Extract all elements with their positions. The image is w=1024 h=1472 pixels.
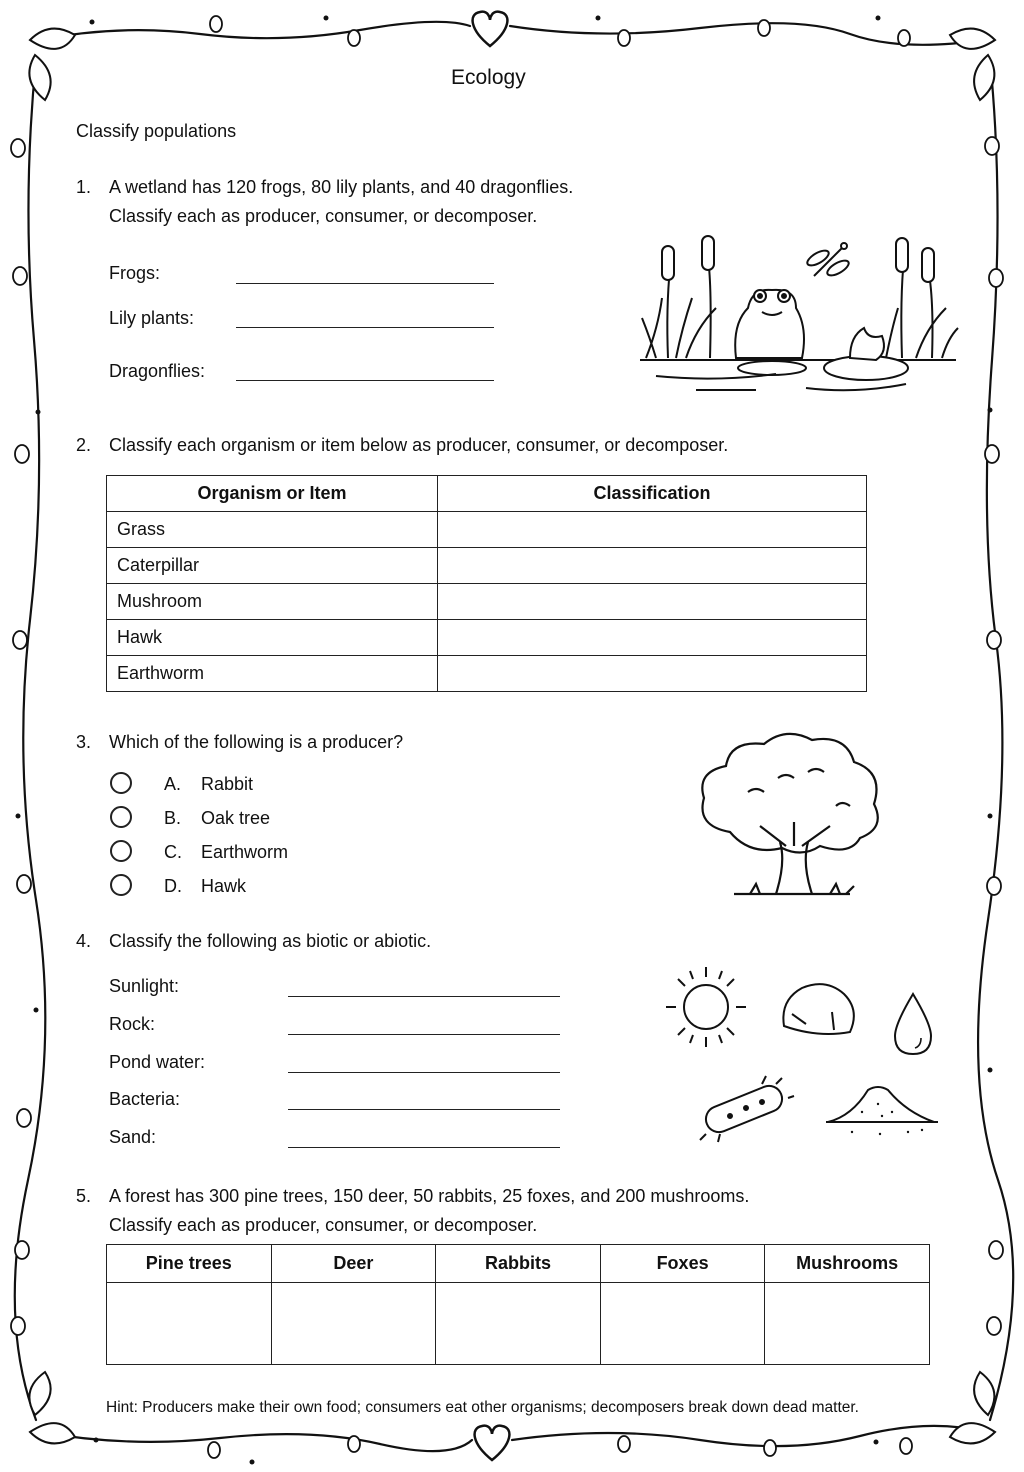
table-row xyxy=(107,1283,930,1365)
q1-answer-frogs[interactable] xyxy=(236,283,494,284)
table-row xyxy=(107,656,867,692)
q3-option-d-letter: D. xyxy=(164,876,182,896)
q4-label-sunlight: Sunlight: xyxy=(109,976,180,996)
heart-icon xyxy=(473,12,510,1460)
q2-answer-cell[interactable] xyxy=(438,584,867,620)
q1-answer-lily-plants[interactable] xyxy=(236,327,494,328)
q5-answer-rabbits[interactable] xyxy=(436,1283,601,1365)
q3-number: 3. xyxy=(76,732,92,752)
q4-answer-rock[interactable] xyxy=(288,1034,560,1035)
q3-option-a-text: Rabbit xyxy=(201,774,254,794)
q2-answer-cell[interactable] xyxy=(438,620,867,656)
q2-header-classification: Classification xyxy=(438,476,867,512)
q3-option-c-text: Earthworm xyxy=(201,842,289,862)
water-drop-icon xyxy=(889,990,939,1060)
q1-text-line2: Classify each as producer, consumer, or decomposer. xyxy=(109,206,538,226)
q5-answer-mushrooms[interactable] xyxy=(765,1283,930,1365)
q2-answer-cell[interactable] xyxy=(438,656,867,692)
q4-answer-bacteria[interactable] xyxy=(288,1109,560,1110)
section-heading: Classify populations xyxy=(76,121,237,141)
q3-option-a-letter: A. xyxy=(164,774,182,794)
q4-label-sand: Sand: xyxy=(109,1127,157,1147)
q5-answer-pine-trees[interactable] xyxy=(107,1283,272,1365)
q5-text-line2: Classify each as producer, consumer, or decomposer. xyxy=(109,1215,538,1235)
q4-answer-sunlight[interactable] xyxy=(288,996,560,997)
sand-pile-icon xyxy=(822,1082,942,1142)
q3-option-b-radio[interactable] xyxy=(110,806,132,828)
q3-option-b-letter: B. xyxy=(164,808,182,828)
q3-option-d-radio[interactable] xyxy=(110,874,132,896)
q4-label-rock: Rock: xyxy=(109,1014,156,1034)
q4-text: Classify the following as biotic or abiotic. xyxy=(109,931,432,951)
tree-illustration xyxy=(690,722,890,902)
bacteria-icon xyxy=(696,1076,796,1146)
q3-option-a-radio[interactable] xyxy=(110,772,132,794)
table-row xyxy=(107,548,867,584)
q2-row-label: Earthworm xyxy=(107,656,438,692)
hint-text: Hint: Producers make their own food; consumers eat other organisms; decomposers break down dead matter. xyxy=(106,1399,859,1416)
table-row xyxy=(107,620,867,656)
q5-header-deer: Deer xyxy=(271,1245,436,1283)
q5-header-rabbits: Rabbits xyxy=(436,1245,601,1283)
q2-answer-cell[interactable] xyxy=(438,512,867,548)
q5-text-line1: A forest has 300 pine trees, 150 deer, 50 rabbits, 25 foxes, and 200 mushrooms. xyxy=(109,1186,750,1206)
frog-pond-illustration xyxy=(636,228,966,408)
q4-answer-sand[interactable] xyxy=(288,1147,560,1148)
table-row xyxy=(107,512,867,548)
q2-header-organism: Organism or Item xyxy=(107,476,438,512)
q3-option-c-radio[interactable] xyxy=(110,840,132,862)
q1-answer-dragonflies[interactable] xyxy=(236,380,494,381)
q5-answer-foxes[interactable] xyxy=(600,1283,765,1365)
q3-option-b-text: Oak tree xyxy=(201,808,271,828)
q2-number: 2. xyxy=(76,435,92,455)
q2-row-label: Hawk xyxy=(107,620,438,656)
q4-number: 4. xyxy=(76,931,92,951)
q5-answer-deer[interactable] xyxy=(271,1283,436,1365)
q5-number: 5. xyxy=(76,1186,92,1206)
q1-label-lily-plants: Lily plants: xyxy=(109,308,195,328)
q2-text: Classify each organism or item below as producer, consumer, or decomposer. xyxy=(109,435,729,455)
table-row xyxy=(107,584,867,620)
q2-table xyxy=(106,475,867,692)
page-title: Ecology xyxy=(451,66,526,89)
sun-icon xyxy=(662,963,752,1053)
q1-label-frogs: Frogs: xyxy=(109,263,161,283)
q5-header-mushrooms: Mushrooms xyxy=(765,1245,930,1283)
q3-option-d-text: Hawk xyxy=(201,876,247,896)
q5-header-foxes: Foxes xyxy=(600,1245,765,1283)
q4-label-bacteria: Bacteria: xyxy=(109,1089,181,1109)
q1-label-dragonflies: Dragonflies: xyxy=(109,361,206,381)
q3-text: Which of the following is a producer? xyxy=(109,732,404,752)
q1-number: 1. xyxy=(76,177,92,197)
q2-answer-cell[interactable] xyxy=(438,548,867,584)
q2-row-label: Mushroom xyxy=(107,584,438,620)
q4-label-pond-water: Pond water: xyxy=(109,1052,206,1072)
q5-table xyxy=(106,1244,930,1365)
q2-row-label: Caterpillar xyxy=(107,548,438,584)
rock-icon xyxy=(778,980,858,1040)
q1-text-line1: A wetland has 120 frogs, 80 lily plants, and 40 dragonflies. xyxy=(109,177,574,197)
q3-option-c-letter: C. xyxy=(164,842,182,862)
q2-row-label: Grass xyxy=(107,512,438,548)
q4-answer-pond-water[interactable] xyxy=(288,1072,560,1073)
q5-header-pine-trees: Pine trees xyxy=(107,1245,272,1283)
